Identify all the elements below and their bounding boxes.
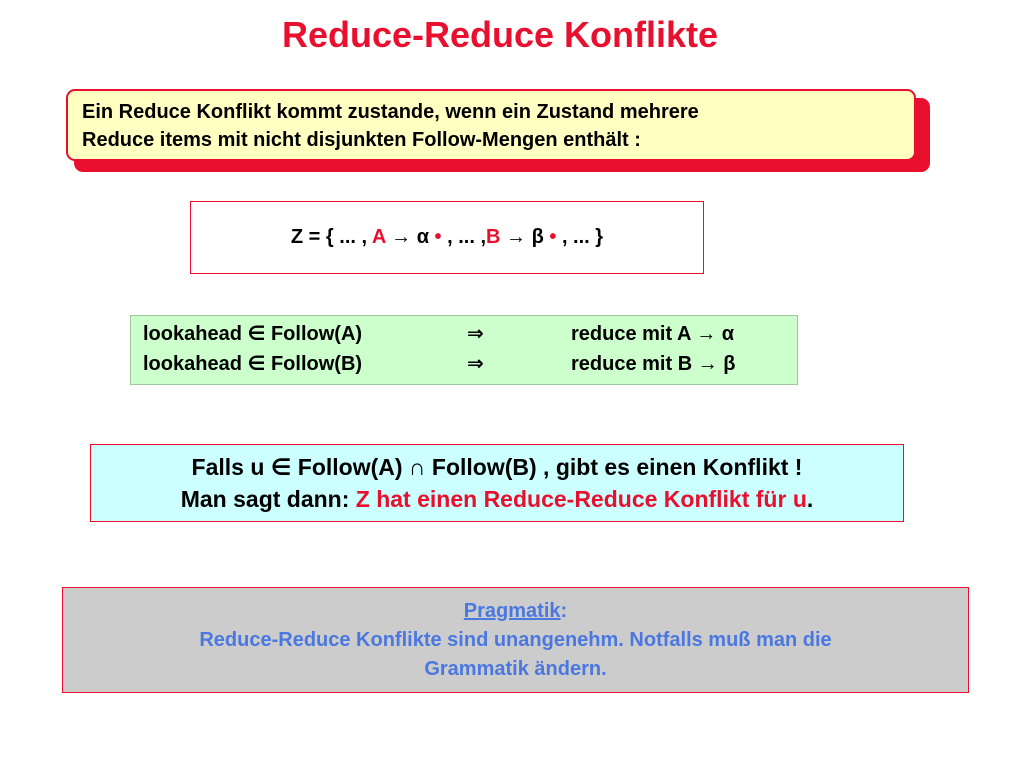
- conflict-line-2-suffix: .: [806, 486, 814, 512]
- pragmatik-box: [62, 587, 969, 693]
- z-set-box: [190, 201, 704, 274]
- z-set-prefix: Z = { ... ,: [290, 226, 372, 248]
- item-a-lhs: A: [371, 226, 386, 248]
- conflict-line-2-highlight: Z hat einen Reduce-Reduce Konflikt für u: [355, 486, 807, 512]
- implies-icon: ⇒: [467, 323, 484, 345]
- item-b-lhs: B: [486, 226, 501, 248]
- lookahead-action-a: reduce mit A → α: [571, 323, 735, 345]
- pragmatik-colon: :: [560, 600, 568, 622]
- lookahead-action-b: reduce mit B → β: [571, 353, 736, 375]
- lookahead-row-a: [131, 320, 797, 348]
- lookahead-box: [130, 315, 798, 385]
- pragmatik-heading-row: [63, 597, 968, 626]
- beta-symbol: β: [531, 226, 544, 248]
- lookahead-condition-b: lookahead ∈ Follow(B): [143, 353, 363, 375]
- arrow-a: →: [391, 226, 412, 248]
- dot-b: •: [549, 226, 557, 248]
- page-title: Reduce-Reduce Konflikte: [281, 14, 719, 55]
- conflict-line-2: [91, 483, 903, 515]
- pragmatik-line-2: Grammatik ändern.: [424, 658, 607, 680]
- z-set-separator: , ... ,: [441, 226, 487, 248]
- lookahead-condition-a: lookahead ∈ Follow(A): [143, 323, 363, 345]
- definition-line-2: Reduce items mit nicht disjunkten Follow-Mengen enthält :: [82, 129, 641, 151]
- conflict-line-2-prefix: Man sagt dann:: [180, 486, 356, 512]
- implies-icon: ⇒: [467, 353, 484, 375]
- alpha-symbol: α: [416, 226, 429, 248]
- pragmatik-heading: Pragmatik: [463, 600, 561, 622]
- definition-box: [66, 89, 916, 161]
- lookahead-row-b: [131, 350, 797, 378]
- conflict-box: [90, 444, 904, 522]
- z-set-suffix: , ... }: [556, 226, 604, 248]
- dot-a: •: [434, 226, 442, 248]
- arrow-b: →: [506, 226, 527, 248]
- definition-line-1: Ein Reduce Konflikt kommt zustande, wenn ein Zustand mehrere: [82, 101, 699, 123]
- pragmatik-line-1: Reduce-Reduce Konflikte sind unangenehm. Notfalls muß man die: [199, 629, 832, 651]
- conflict-line-1: Falls u ∈ Follow(A) ∩ Follow(B) , gibt es einen Konflikt !: [191, 454, 803, 480]
